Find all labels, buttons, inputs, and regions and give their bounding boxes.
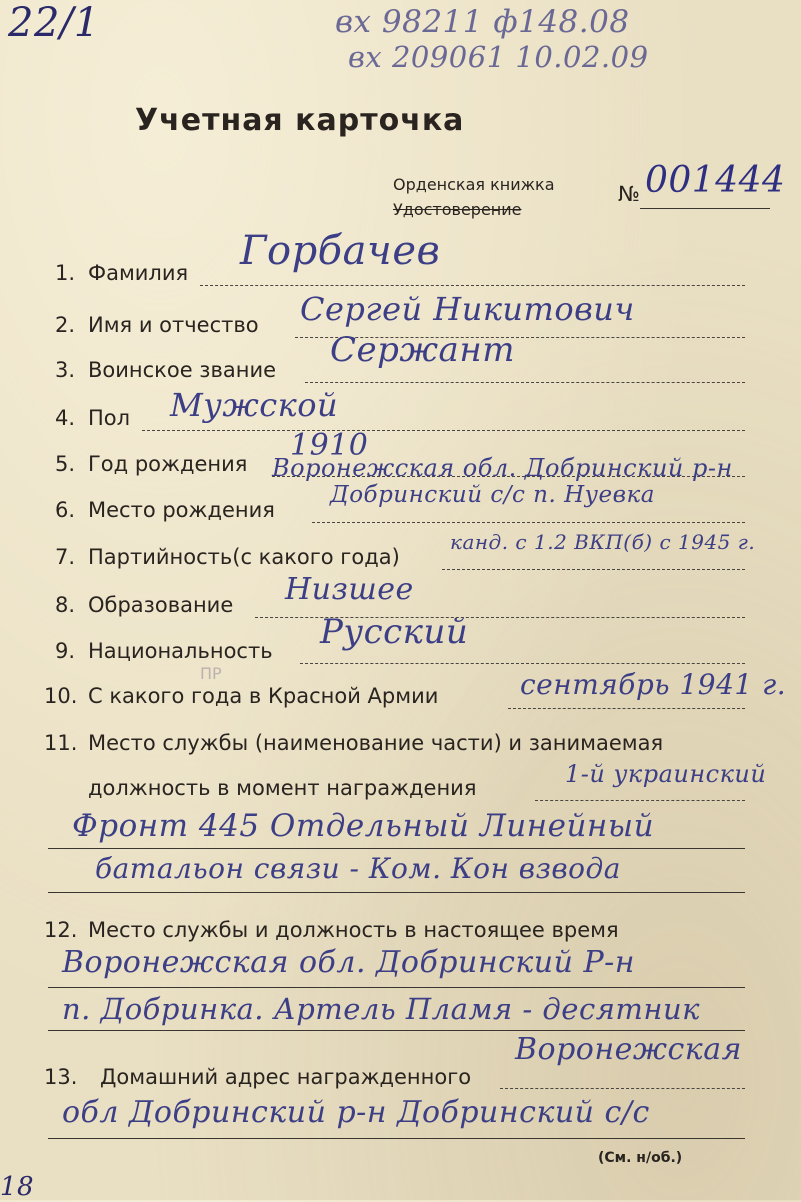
field-11-line3: [48, 892, 745, 893]
field-12-label: Место службы и должность в настоящее время: [88, 918, 619, 942]
field-4-value: Мужской: [170, 386, 339, 424]
field-11-label-line2: должность в момент награждения: [88, 776, 477, 800]
see-reverse-note: (См. н/об.): [598, 1150, 683, 1166]
field-7-label: Партийность(с какого года): [88, 545, 400, 569]
field-9-number: 9.: [55, 639, 76, 663]
field-12-value-line2: п. Добринка. Артель Пламя - десятник: [62, 992, 701, 1026]
field-12-number: 12.: [44, 918, 78, 942]
field-6-number: 6.: [55, 498, 76, 522]
number-label: №: [618, 182, 640, 206]
field-10-label: С какого года в Красной Армии: [88, 684, 439, 708]
field-5-value: 1910: [290, 428, 369, 463]
field-2-value: Сергей Никитович: [300, 290, 635, 328]
field-8-number: 8.: [55, 593, 76, 617]
field-9-value: Русский: [320, 612, 469, 652]
field-8-label: Образование: [88, 593, 234, 617]
field-7-value: канд. с 1.2 ВКП(б) с 1945 г.: [450, 530, 756, 554]
field-9-label: Национальность: [88, 639, 273, 663]
field-13-number: 13.: [44, 1065, 78, 1089]
field-5-number: 5.: [55, 452, 76, 476]
field-3-number: 3.: [55, 358, 76, 382]
field-4-label: Пол: [88, 406, 131, 430]
field-10-line: [508, 708, 745, 709]
field-3-line: [305, 382, 745, 383]
field-13-line0: [500, 1088, 745, 1089]
field-1-value: Горбачев: [240, 228, 441, 274]
card-title: Учетная карточка: [135, 103, 465, 138]
field-11-value-line3: батальон связи - Ком. Кон взвода: [95, 852, 621, 885]
field-11-line2: [48, 848, 745, 849]
field-3-label: Воинское звание: [88, 358, 277, 382]
field-1-line: [200, 285, 745, 286]
field-1-label: Фамилия: [88, 261, 189, 285]
field-10-number: 10.: [44, 684, 78, 708]
doc-type-struck: Удостоверение: [393, 200, 522, 219]
field-6-value: Добринский с/с п. Нуевка: [330, 482, 655, 508]
field-1-number: 1.: [55, 261, 76, 285]
field-4-line: [142, 430, 745, 431]
field-11-line1: [535, 800, 745, 801]
field-6-label: Место рождения: [88, 498, 275, 522]
field-13-label: Домашний адрес награжденного: [100, 1065, 472, 1089]
number-underline: [640, 208, 770, 209]
field-12-line2: [48, 1030, 745, 1031]
field-13-line1: [48, 1138, 745, 1139]
registration-stamp-line1: вх 98211 ф148.08: [335, 4, 630, 40]
field-9-line: [300, 663, 745, 664]
field-8-value: Низшее: [285, 572, 414, 607]
field-7-number: 7.: [55, 545, 76, 569]
field-12-line1: [48, 987, 745, 988]
field-11-label-line1: Место службы (наименование части) и занимаемая: [88, 731, 664, 755]
field-6-line: [312, 522, 745, 523]
field-13-value-line1: обл Добринский р-н Добринский с/с: [62, 1095, 650, 1130]
field-10-value: сентябрь 1941 г.: [520, 668, 787, 701]
number-value: 001444: [645, 160, 786, 201]
field-4-number: 4.: [55, 406, 76, 430]
faint-stamp-mark: ПР: [200, 664, 222, 683]
field-2-number: 2.: [55, 313, 76, 337]
field-3-value: Сержант: [330, 330, 515, 370]
field-11-value-line1: 1-й украинский: [565, 760, 767, 788]
field-7-line: [442, 569, 745, 570]
field-5-label: Год рождения: [88, 452, 248, 476]
field-6-value-above: Воронежская обл. Добринский р-н: [272, 454, 733, 482]
bottom-corner-mark: 18: [0, 1172, 35, 1202]
field-11-number: 11.: [44, 731, 78, 755]
field-2-label: Имя и отчество: [88, 313, 259, 337]
doc-type-printed: Орденская книжка: [393, 175, 555, 194]
field-11-value-line2: Фронт 445 Отдельный Линейный: [72, 808, 655, 844]
field-12-value-line1: Воронежская обл. Добринский Р-н: [62, 945, 636, 980]
field-13-value-line0: Воронежская: [515, 1032, 742, 1067]
registration-stamp-line2: вх 209061 10.02.09: [348, 40, 649, 74]
corner-mark: 22/1: [8, 0, 100, 46]
